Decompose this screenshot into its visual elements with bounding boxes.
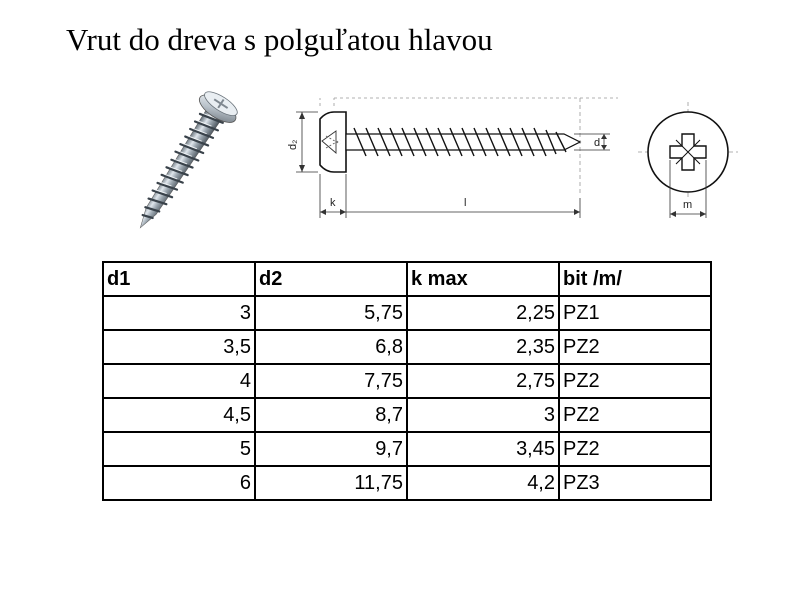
cell-k-max: 2,35 [407, 330, 559, 364]
cell-bit: PZ3 [559, 466, 711, 500]
cell-d2: 11,75 [255, 466, 407, 500]
table-row [103, 364, 711, 398]
cell-d2: 6,8 [255, 330, 407, 364]
cell-d1: 4 [103, 364, 255, 398]
cell-d2: 8,7 [255, 398, 407, 432]
column-header-k-max: k max [407, 262, 559, 296]
cell-d1: 6 [103, 466, 255, 500]
table-row [103, 296, 711, 330]
cell-k-max: 3,45 [407, 432, 559, 466]
table-row [103, 432, 711, 466]
label-l: l [464, 197, 467, 209]
table-header-row [103, 262, 711, 296]
cell-d1: 3,5 [103, 330, 255, 364]
table-row [103, 398, 711, 432]
label-m: m [683, 199, 693, 211]
screw-photo [108, 72, 256, 242]
label-k: k [330, 197, 336, 209]
page-title: Vrut do dreva s polguľatou hlavou [66, 22, 493, 57]
cell-bit: PZ1 [559, 296, 711, 330]
column-header-d1: d1 [103, 262, 255, 296]
cell-bit: PZ2 [559, 330, 711, 364]
cell-d2: 5,75 [255, 296, 407, 330]
cell-bit: PZ2 [559, 432, 711, 466]
screw-head-drawing [636, 100, 740, 224]
cell-k-max: 4,2 [407, 466, 559, 500]
column-header-d2: d2 [255, 262, 407, 296]
dimensions-table [102, 261, 712, 501]
cell-d2: 7,75 [255, 364, 407, 398]
cell-bit: PZ2 [559, 398, 711, 432]
table-row [103, 466, 711, 500]
cell-d2: 9,7 [255, 432, 407, 466]
cell-k-max: 3 [407, 398, 559, 432]
label-d2: d₂ [287, 139, 299, 150]
cell-d1: 5 [103, 432, 255, 466]
label-d: d [594, 137, 601, 149]
column-header-bit: bit /m/ [559, 262, 711, 296]
cell-bit: PZ2 [559, 364, 711, 398]
cell-k-max: 2,25 [407, 296, 559, 330]
screw-side-drawing [274, 96, 618, 226]
table-row [103, 330, 711, 364]
cell-d1: 4,5 [103, 398, 255, 432]
cell-k-max: 2,75 [407, 364, 559, 398]
cell-d1: 3 [103, 296, 255, 330]
